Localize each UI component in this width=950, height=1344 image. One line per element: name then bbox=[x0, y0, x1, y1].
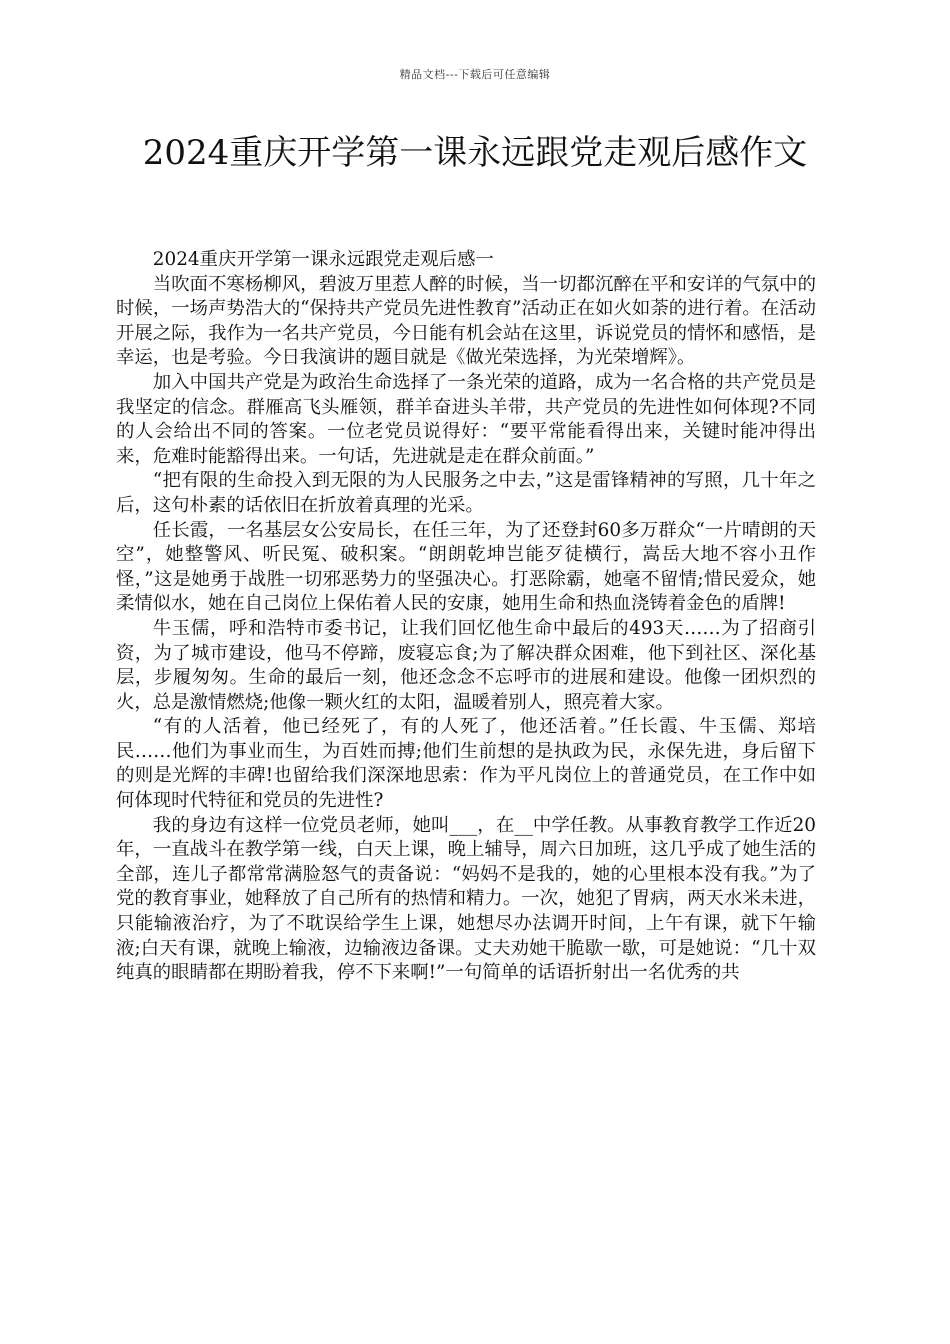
paragraph: 任长霞，一名基层女公安局长，在任三年，为了还登封60多万群众“一片晴朗的天空”，她整警风、听民冤、破积案。“朗朗乾坤岂能歹徒横行，嵩岳大地不容小丑作怪，”这是她勇于战胜一切邪恶势力的坚强决心。打恶除霸，她毫不留情;惜民爱众，她柔情似水，她在自己岗位上保佑着人民的安康，她用生命和热血浇铸着金色的盾牌! bbox=[116, 519, 816, 615]
paragraph: 当吹面不寒杨柳风，碧波万里惹人醉的时候，当一切都沉醉在平和安详的气氛中的时候，一场声势浩大的“保持共产党员先进性教育”活动正在如火如荼的进行着。在活动开展之际，我作为一名共产党员，今日能有机会站在这里，诉说党员的情怀和感悟，是幸运，也是考验。今日我演讲的题目就是《做光荣选择，为光荣增辉》。 bbox=[116, 273, 816, 369]
document-body bbox=[116, 248, 816, 986]
paragraph: 我的身边有这样一位党员老师，她叫___，在__中学任教。从事教育教学工作近20年，一直战斗在教学第一线，白天上课，晚上辅导，周六日加班，这几乎成了她生活的全部，连儿子都常常满脸怒气的责备说：“妈妈不是我的，她的心里根本没有我。”为了党的教育事业，她释放了自己所有的热情和精力。一次，她犯了胃病，两天水米未进，只能输液治疗，为了不耽误给学生上课，她想尽办法调开时间，上午有课，就下午输液;白天有课，就晚上输液，边输液边备课。丈夫劝她干脆歇一歇，可是她说：“几十双纯真的眼睛都在期盼着我，停不下来啊!”一句简单的话语折射出一名优秀的共 bbox=[116, 814, 816, 984]
page-header: 精品文档---下载后可任意编辑 bbox=[399, 68, 551, 81]
paragraph: 加入中国共产党是为政治生命选择了一条光荣的道路，成为一名合格的共产党员是我坚定的信念。群雁高飞头雁领，群羊奋进头羊带，共产党员的先进性如何体现?不同的人会给出不同的答案。一位老党员说得好：“要平常能看得出来，关键时能冲得出来，危难时能豁得出来。一句话，先进就是走在群众前面。” bbox=[116, 371, 816, 467]
paragraph: “有的人活着，他已经死了，有的人死了，他还活着。”任长霞、牛玉儒、郑培民……他们为事业而生，为百姓而搏;他们生前想的是执政为民，永保先进，身后留下的则是光辉的丰碑!也留给我们深深地思索：作为平凡岗位上的普通党员，在工作中如何体现时代特征和党员的先进性? bbox=[116, 716, 816, 812]
paragraph: “把有限的生命投入到无限的为人民服务之中去，”这是雷锋精神的写照，几十年之后，这句朴素的话依旧在折放着真理的光采。 bbox=[116, 470, 816, 516]
document-title: 2024重庆开学第一课永远跟党走观后感作文 bbox=[142, 133, 808, 173]
section-heading: 2024重庆开学第一课永远跟党走观后感一 bbox=[152, 249, 494, 270]
paragraph: 牛玉儒，呼和浩特市委书记，让我们回忆他生命中最后的493天……为了招商引资，为了城市建设，他马不停蹄，废寝忘食;为了解决群众困难，他下到社区、深化基层，步履匆匆。生命的最后一刻，他还念念不忘呼市的进展和建设。他像一团炽烈的火，总是激情燃烧;他像一颗火红的太阳，温暖着别人，照亮着大家。 bbox=[116, 617, 816, 713]
